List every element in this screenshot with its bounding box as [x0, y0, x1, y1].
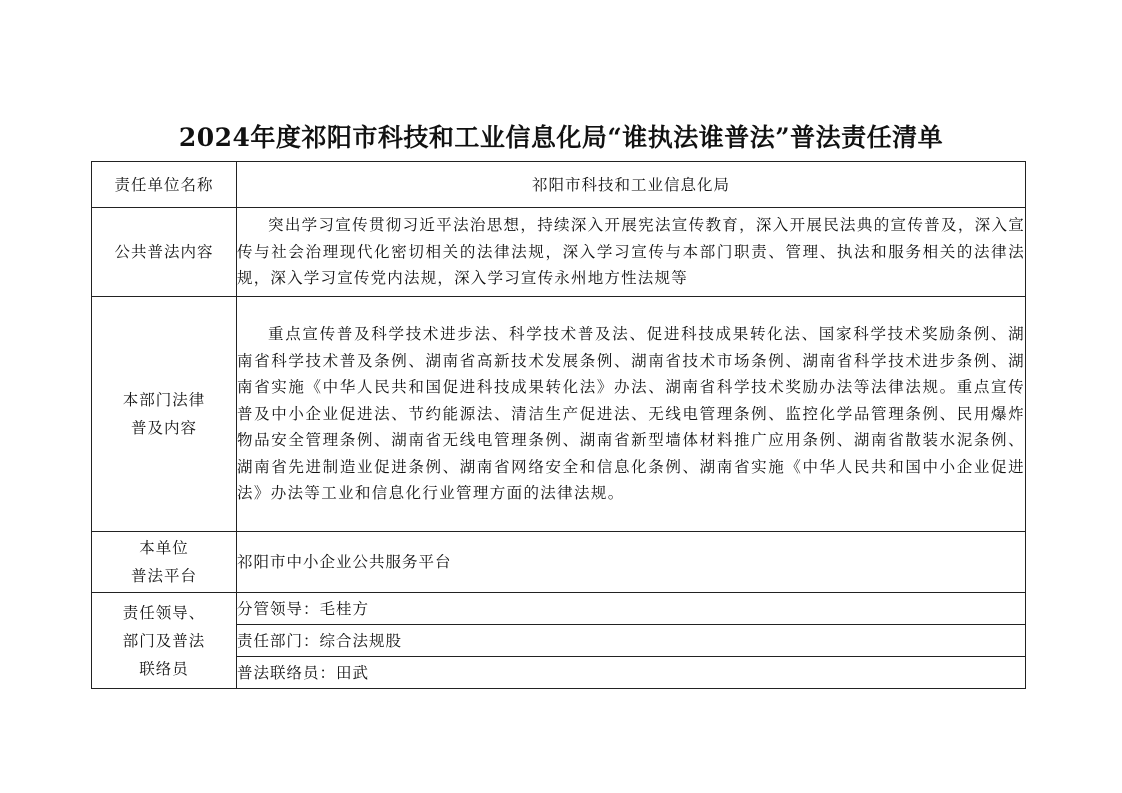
public-content-cell [237, 208, 1026, 297]
dept-content-value: 重点宣传普及科学技术进步法、科学技术普及法、促进科技成果转化法、国家科学技术奖励条例、湖南省科学技术普及条例、湖南省高新技术发展条例、湖南省技术市场条例、湖南省科学技术进步条例、湖南省实施《中华人民共和国促进科技成果转化法》办法、湖南省科学技术奖励办法等法律法规。重点宣传普及中小企业促进法、节约能源法、清洁生产促进法、无线电管理条例、监控化学品管理条例、民用爆炸物品安全管理条例、湖南省无线电管理条例、湖南省新型墙体材料推广应用条例、湖南省散装水泥条例、湖南省先进制造业促进条例、湖南省网络安全和信息化条例、湖南省实施《中华人民共和国中小企业促进法》办法等工业和信息化行业管理方面的法律法规。 [237, 325, 1025, 503]
table-row-platform [92, 532, 1026, 593]
contacts-label [92, 593, 237, 689]
dept-content-cell [237, 297, 1026, 532]
contacts-label-line1: 责任领导、 [122, 603, 206, 622]
table-row-leader [92, 593, 1026, 625]
public-content-value: 突出学习宣传贯彻习近平法治思想，持续深入开展宪法宣传教育，深入开展民法典的宣传普及，深入宣传与社会治理现代化密切相关的法律法规，深入学习宣传与本部门职责、管理、执法和服务相关的法律法规，深入学习宣传党内法规，深入学习宣传永州地方性法规等 [237, 216, 1025, 288]
public-content-label: 公共普法内容 [92, 208, 237, 297]
platform-label-line1: 本单位 [139, 539, 189, 557]
dept-content-label-line2: 普及内容 [130, 419, 197, 437]
unit-value: 祁阳市科技和工业信息化局 [237, 162, 1026, 208]
liaison-value: 普法联络员：田武 [237, 657, 1026, 689]
contacts-label-line3: 联络员 [139, 659, 189, 678]
table-row-dept-content [92, 297, 1026, 532]
unit-label: 责任单位名称 [92, 162, 237, 208]
department-value: 责任部门：综合法规股 [237, 625, 1026, 657]
platform-label [92, 532, 237, 593]
platform-value: 祁阳市中小企业公共服务平台 [237, 532, 1026, 593]
responsibility-table [91, 161, 1026, 689]
document-title: 2024年度祁阳市科技和工业信息化局“谁执法谁普法”普法责任清单 [178, 123, 944, 152]
dept-content-label-line1: 本部门法律 [122, 391, 206, 409]
table-row-unit [92, 162, 1026, 208]
platform-label-line2: 普法平台 [130, 567, 197, 585]
table-row-public-content [92, 208, 1026, 297]
leader-value: 分管领导：毛桂方 [237, 593, 1026, 625]
contacts-label-line2: 部门及普法 [122, 631, 206, 650]
dept-content-label [92, 297, 237, 532]
